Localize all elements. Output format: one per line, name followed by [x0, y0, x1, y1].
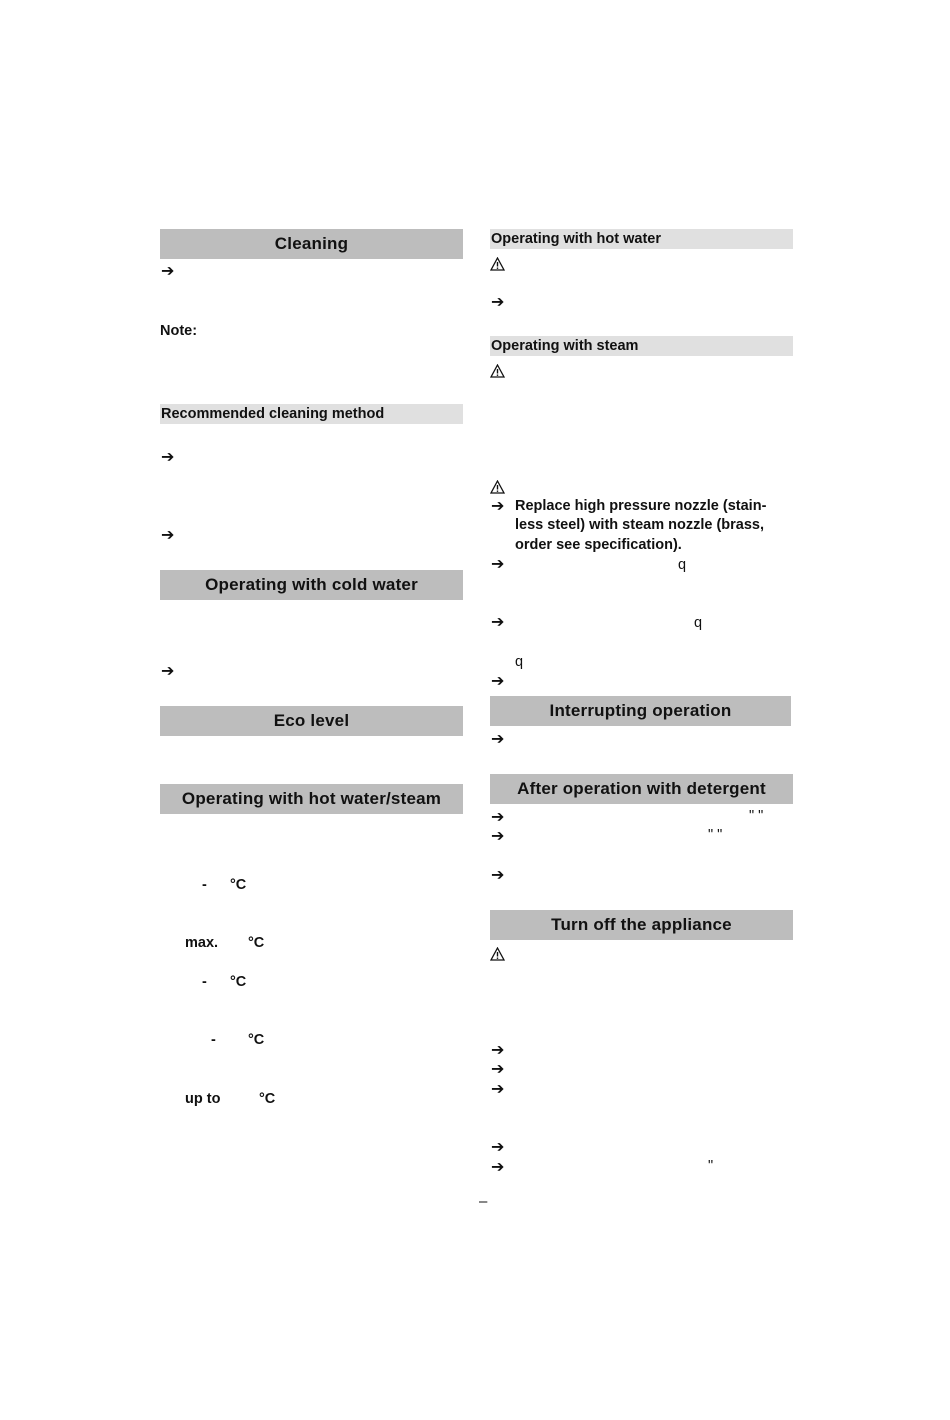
subsection-header-hot-water: Operating with hot water [490, 229, 793, 249]
arrow-right-icon: ➔ [161, 449, 175, 466]
arrow-right-icon: ➔ [161, 663, 175, 680]
nozzle-instruction-line: order see specification). [515, 537, 682, 553]
warning-triangle-icon [490, 480, 505, 494]
page-footer-mark: – [479, 1193, 488, 1210]
arrow-right-icon: ➔ [161, 263, 175, 280]
switch-symbol: q [515, 654, 524, 670]
subsection-header-steam: Operating with steam [490, 336, 793, 356]
arrow-right-icon: ➔ [491, 1139, 505, 1156]
arrow-right-icon: ➔ [491, 867, 505, 884]
range-dash: - [211, 1032, 216, 1048]
temperature-prefix: up to [185, 1091, 221, 1107]
temperature-unit: °C [259, 1091, 276, 1107]
arrow-right-icon: ➔ [491, 498, 505, 515]
range-dash: - [202, 877, 207, 893]
arrow-right-icon: ➔ [491, 614, 505, 631]
arrow-right-icon: ➔ [491, 1061, 505, 1078]
arrow-right-icon: ➔ [491, 731, 505, 748]
section-header-eco-level: Eco level [160, 706, 463, 736]
section-header-turn-off: Turn off the appliance [490, 910, 793, 940]
temperature-unit: °C [248, 1032, 265, 1048]
arrow-right-icon: ➔ [491, 1159, 505, 1176]
subsection-header-recommended: Recommended cleaning method [160, 404, 463, 424]
arrow-right-icon: ➔ [491, 294, 505, 311]
arrow-right-icon: ➔ [491, 828, 505, 845]
warning-triangle-icon [490, 947, 505, 961]
arrow-right-icon: ➔ [491, 1081, 505, 1098]
range-dash: - [202, 974, 207, 990]
note-label: Note: [160, 323, 198, 339]
quote-marks: " " [708, 827, 723, 843]
quote-marks: " " [749, 808, 764, 824]
switch-symbol: q [694, 615, 703, 631]
temperature-unit: °C [230, 974, 247, 990]
section-header-hot-water-steam: Operating with hot water/steam [160, 784, 463, 814]
arrow-right-icon: ➔ [161, 527, 175, 544]
warning-triangle-icon [490, 257, 505, 271]
temperature-unit: °C [230, 877, 247, 893]
arrow-right-icon: ➔ [491, 556, 505, 573]
section-header-cold-water: Operating with cold water [160, 570, 463, 600]
arrow-right-icon: ➔ [491, 809, 505, 826]
warning-triangle-icon [490, 364, 505, 378]
temperature-unit: °C [248, 935, 265, 951]
arrow-right-icon: ➔ [491, 1042, 505, 1059]
quote-mark: " [708, 1158, 714, 1174]
arrow-right-icon: ➔ [491, 673, 505, 690]
temperature-prefix: max. [185, 935, 219, 951]
nozzle-instruction-line: less steel) with steam nozzle (brass, [515, 517, 765, 533]
section-header-cleaning: Cleaning [160, 229, 463, 259]
nozzle-instruction-line: Replace high pressure nozzle (stain- [515, 498, 767, 514]
section-header-interrupting: Interrupting operation [490, 696, 791, 726]
section-header-after-detergent: After operation with detergent [490, 774, 793, 804]
switch-symbol: q [678, 557, 687, 573]
